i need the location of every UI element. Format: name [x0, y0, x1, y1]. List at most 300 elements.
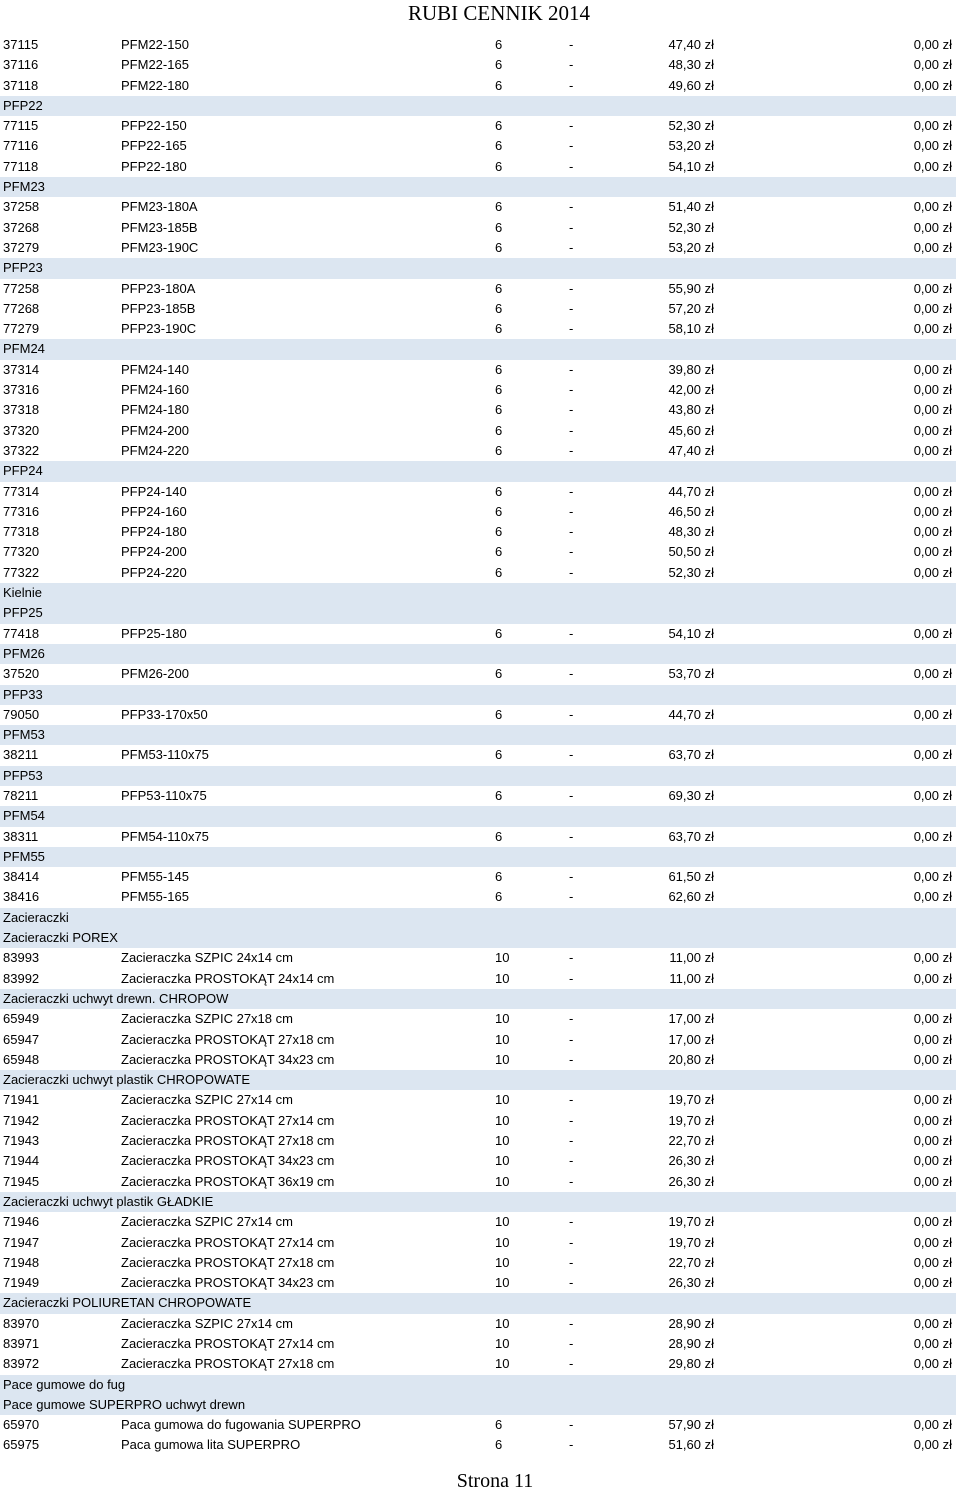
section-label: Zacieraczki	[3, 909, 69, 925]
section-header-row	[0, 806, 956, 826]
dash-cell: -	[569, 483, 574, 499]
dash-cell: -	[569, 1234, 574, 1250]
discount-price: 0,00 zł	[913, 158, 952, 174]
product-name: PFP53-110x75	[121, 787, 207, 803]
discount-price: 0,00 zł	[913, 1356, 952, 1372]
table-row	[0, 400, 956, 420]
discount-price: 0,00 zł	[913, 828, 952, 844]
table-row	[0, 563, 956, 583]
product-code: 37115	[3, 37, 39, 52]
product-name: Zacieraczka SZPIC 27x14 cm	[121, 1214, 293, 1230]
section-header-row	[0, 685, 956, 705]
product-code: 71946	[3, 1214, 40, 1230]
product-name: Zacieraczka PROSTOKĄT 27x14 cm	[121, 1234, 335, 1250]
package-quantity: 6	[495, 280, 503, 296]
discount-price: 0,00 zł	[913, 544, 952, 560]
unit-price: 42,00 zł	[668, 382, 714, 398]
product-code: 71948	[3, 1254, 40, 1270]
product-name: PFM23-180A	[121, 199, 198, 215]
unit-price: 53,70 zł	[668, 666, 714, 682]
product-name: PFM24-200	[121, 422, 189, 438]
package-quantity: 6	[495, 138, 503, 154]
dash-cell: -	[569, 747, 574, 763]
package-quantity: 10	[495, 1234, 510, 1250]
product-name: PFM54-110x75	[121, 828, 209, 844]
product-code: 77322	[3, 564, 40, 580]
dash-cell: -	[569, 239, 574, 255]
dash-cell: -	[569, 1031, 574, 1047]
section-label: PFM26	[3, 645, 45, 661]
dash-cell: -	[569, 869, 574, 885]
unit-price: 26,30 zł	[668, 1275, 714, 1291]
product-name: PFP24-200	[121, 544, 187, 560]
discount-price: 0,00 zł	[913, 625, 952, 641]
discount-price: 0,00 zł	[913, 442, 952, 458]
dash-cell: -	[569, 158, 574, 174]
section-label: PFP24	[3, 463, 43, 479]
unit-price: 47,40 zł	[668, 37, 714, 52]
section-header-row	[0, 177, 956, 197]
product-name: Zacieraczka PROSTOKĄT 34x23 cm	[121, 1051, 335, 1067]
section-label: Zacieraczki uchwyt plastik GŁADKIE	[3, 1193, 214, 1209]
product-code: 83970	[3, 1315, 40, 1331]
package-quantity: 6	[495, 747, 503, 763]
section-label: PFP22	[3, 97, 43, 113]
product-name: PFM26-200	[121, 666, 189, 682]
unit-price: 51,60 zł	[668, 1437, 714, 1453]
unit-price: 51,40 zł	[668, 199, 714, 215]
unit-price: 17,00 zł	[668, 1011, 714, 1027]
product-code: 38211	[3, 747, 39, 763]
dash-cell: -	[569, 950, 574, 966]
unit-price: 62,60 zł	[668, 889, 714, 905]
unit-price: 57,20 zł	[668, 300, 714, 316]
unit-price: 29,80 zł	[668, 1356, 714, 1372]
product-name: PFM22-150	[121, 37, 189, 52]
section-header-row	[0, 96, 956, 116]
package-quantity: 10	[495, 950, 510, 966]
dash-cell: -	[569, 1133, 574, 1149]
product-name: PFP22-165	[121, 138, 187, 154]
section-label: Pace gumowe SUPERPRO uchwyt drewn	[3, 1396, 246, 1412]
table-row	[0, 1111, 956, 1131]
dash-cell: -	[569, 1011, 574, 1027]
product-name: PFM24-220	[121, 442, 189, 458]
product-code: 71947	[3, 1234, 40, 1250]
table-row	[0, 542, 956, 562]
product-code: 37258	[3, 199, 40, 215]
product-code: 77418	[3, 625, 40, 641]
product-name: Zacieraczka SZPIC 27x14 cm	[121, 1092, 293, 1108]
product-code: 37318	[3, 402, 40, 418]
package-quantity: 6	[495, 37, 503, 52]
unit-price: 44,70 zł	[668, 706, 714, 722]
table-row	[0, 745, 956, 765]
unit-price: 11,00 zł	[669, 950, 714, 966]
dash-cell: -	[569, 118, 574, 134]
product-name: PFP23-185B	[121, 300, 196, 316]
dash-cell: -	[569, 503, 574, 519]
product-code: 37316	[3, 382, 40, 398]
dash-cell: -	[569, 382, 574, 398]
product-name: PFM24-180	[121, 402, 189, 418]
unit-price: 39,80 zł	[668, 361, 714, 377]
package-quantity: 6	[495, 706, 503, 722]
product-name: Zacieraczka PROSTOKĄT 27x18 cm	[121, 1031, 335, 1047]
package-quantity: 10	[495, 1336, 510, 1351]
section-label: PFM54	[3, 808, 45, 824]
dash-cell: -	[569, 1254, 574, 1270]
package-quantity: 6	[495, 422, 503, 438]
table-row	[0, 705, 956, 725]
product-name: PFP23-180A	[121, 280, 196, 296]
unit-price: 46,50 zł	[668, 503, 714, 519]
dash-cell: -	[569, 1417, 574, 1433]
product-code: 79050	[3, 706, 40, 722]
section-header-row	[0, 644, 956, 664]
table-row	[0, 482, 956, 502]
dash-cell: -	[569, 564, 574, 580]
package-quantity: 6	[495, 625, 503, 641]
unit-price: 26,30 zł	[668, 1173, 714, 1189]
product-code: 77268	[3, 300, 40, 316]
discount-price: 0,00 zł	[913, 361, 952, 377]
product-name: PFP24-160	[121, 503, 187, 519]
unit-price: 47,40 zł	[668, 442, 714, 458]
product-name: PFP33-170x50	[121, 706, 208, 722]
discount-price: 0,00 zł	[913, 422, 952, 438]
unit-price: 55,90 zł	[668, 280, 714, 296]
discount-price: 0,00 zł	[913, 1275, 952, 1291]
package-quantity: 6	[495, 483, 503, 499]
section-header-row	[0, 258, 956, 278]
product-name: Zacieraczka PROSTOKĄT 27x14 cm	[121, 1112, 335, 1128]
section-header-row	[0, 1293, 956, 1313]
package-quantity: 6	[495, 321, 503, 337]
discount-price: 0,00 zł	[913, 1112, 952, 1128]
package-quantity: 6	[495, 1437, 503, 1453]
package-quantity: 10	[495, 1051, 510, 1067]
package-quantity: 6	[495, 564, 503, 580]
unit-price: 57,90 zł	[668, 1417, 714, 1433]
discount-price: 0,00 zł	[913, 37, 952, 52]
product-name: PFM24-160	[121, 382, 189, 398]
discount-price: 0,00 zł	[913, 1336, 952, 1351]
section-label: Kielnie	[3, 585, 43, 601]
product-name: PFP24-140	[121, 483, 187, 499]
product-name: PFP25-180	[121, 625, 187, 641]
unit-price: 45,60 zł	[668, 422, 714, 438]
dash-cell: -	[569, 361, 574, 377]
product-name: PFP22-180	[121, 158, 187, 174]
dash-cell: -	[569, 402, 574, 418]
unit-price: 11,00 zł	[669, 970, 714, 986]
table-row	[0, 1212, 956, 1232]
section-label: Zacieraczki uchwyt drewn. CHROPOW	[3, 990, 229, 1006]
product-code: 37118	[3, 77, 39, 93]
section-label: PFM24	[3, 341, 45, 357]
table-row	[0, 1172, 956, 1192]
product-code: 71949	[3, 1275, 40, 1291]
product-code: 38416	[3, 889, 40, 905]
product-code: 37279	[3, 239, 40, 255]
table-row	[0, 786, 956, 806]
table-row	[0, 238, 956, 258]
section-label: Zacieraczki uchwyt plastik CHROPOWATE	[3, 1072, 251, 1088]
table-row	[0, 55, 956, 75]
package-quantity: 6	[495, 442, 503, 458]
unit-price: 19,70 zł	[668, 1092, 714, 1108]
dash-cell: -	[569, 321, 574, 337]
discount-price: 0,00 zł	[913, 1133, 952, 1149]
unit-price: 43,80 zł	[668, 402, 714, 418]
package-quantity: 10	[495, 1031, 510, 1047]
dash-cell: -	[569, 57, 574, 73]
table-row	[0, 1090, 956, 1110]
discount-price: 0,00 zł	[913, 239, 952, 255]
dash-cell: -	[569, 1092, 574, 1108]
dash-cell: -	[569, 1112, 574, 1128]
section-label: PFP23	[3, 260, 43, 276]
package-quantity: 10	[495, 1214, 510, 1230]
unit-price: 54,10 zł	[668, 625, 714, 641]
dash-cell: -	[569, 1437, 574, 1453]
package-quantity: 6	[495, 219, 503, 235]
product-code: 37116	[3, 57, 39, 73]
product-code: 77320	[3, 544, 40, 560]
table-row	[0, 1233, 956, 1253]
product-name: Paca gumowa do fugowania SUPERPRO	[121, 1417, 361, 1433]
section-label: Pace gumowe do fug	[3, 1376, 126, 1392]
section-header-row	[0, 1395, 956, 1415]
product-code: 65947	[3, 1031, 40, 1047]
unit-price: 69,30 zł	[668, 787, 714, 803]
product-name: Zacieraczka PROSTOKĄT 27x18 cm	[121, 1356, 335, 1372]
dash-cell: -	[569, 219, 574, 235]
product-code: 65975	[3, 1437, 40, 1453]
package-quantity: 6	[495, 382, 503, 398]
discount-price: 0,00 zł	[913, 57, 952, 73]
package-quantity: 10	[495, 1092, 510, 1108]
product-code: 65949	[3, 1011, 40, 1027]
table-row	[0, 218, 956, 238]
table-row	[0, 624, 956, 644]
product-name: PFM22-180	[121, 77, 189, 93]
table-row	[0, 664, 956, 684]
product-code: 37268	[3, 219, 40, 235]
discount-price: 0,00 zł	[913, 1315, 952, 1331]
package-quantity: 6	[495, 869, 503, 885]
discount-price: 0,00 zł	[913, 889, 952, 905]
discount-price: 0,00 zł	[913, 869, 952, 885]
dash-cell: -	[569, 199, 574, 215]
product-code: 37320	[3, 422, 40, 438]
dash-cell: -	[569, 280, 574, 296]
table-row	[0, 441, 956, 461]
product-name: PFM23-185B	[121, 219, 198, 235]
package-quantity: 6	[495, 118, 503, 134]
discount-price: 0,00 zł	[913, 503, 952, 519]
product-code: 65948	[3, 1051, 40, 1067]
product-code: 37520	[3, 666, 40, 682]
table-row	[0, 867, 956, 887]
product-name: Zacieraczka PROSTOKĄT 27x14 cm	[121, 1336, 335, 1351]
discount-price: 0,00 zł	[913, 970, 952, 986]
package-quantity: 10	[495, 1112, 510, 1128]
discount-price: 0,00 zł	[913, 402, 952, 418]
unit-price: 19,70 zł	[668, 1234, 714, 1250]
product-code: 77258	[3, 280, 40, 296]
table-row	[0, 279, 956, 299]
package-quantity: 6	[495, 666, 503, 682]
product-name: Zacieraczka SZPIC 24x14 cm	[121, 950, 293, 966]
package-quantity: 10	[495, 970, 510, 986]
product-name: PFP23-190C	[121, 321, 197, 337]
section-header-row	[0, 339, 956, 359]
table-row	[0, 1030, 956, 1050]
product-code: 83971	[3, 1336, 40, 1351]
package-quantity: 6	[495, 402, 503, 418]
unit-price: 28,90 zł	[668, 1315, 714, 1331]
unit-price: 52,30 zł	[668, 118, 714, 134]
table-row	[0, 1354, 956, 1374]
document-title: RUBI CENNIK 2014	[408, 1, 590, 25]
section-header-row	[0, 847, 956, 867]
dash-cell: -	[569, 970, 574, 986]
table-row	[0, 948, 956, 968]
section-label: PFM55	[3, 848, 45, 864]
discount-price: 0,00 zł	[913, 138, 952, 154]
product-name: Zacieraczka PROSTOKĄT 27x18 cm	[121, 1133, 335, 1149]
section-header-row	[0, 766, 956, 786]
unit-price: 63,70 zł	[668, 747, 714, 763]
unit-price: 22,70 zł	[668, 1133, 714, 1149]
page-number: Strona 11	[456, 1470, 534, 1492]
table-row	[0, 319, 956, 339]
unit-price: 49,60 zł	[668, 77, 714, 93]
product-name: Zacieraczka PROSTOKĄT 27x18 cm	[121, 1254, 335, 1270]
product-name: PFM23-190C	[121, 239, 199, 255]
unit-price: 52,30 zł	[668, 564, 714, 580]
discount-price: 0,00 zł	[913, 1254, 952, 1270]
discount-price: 0,00 zł	[913, 1437, 952, 1453]
discount-price: 0,00 zł	[913, 1092, 952, 1108]
section-label: Zacieraczki POLIURETAN CHROPOWATE	[3, 1295, 252, 1311]
discount-price: 0,00 zł	[913, 706, 952, 722]
discount-price: 0,00 zł	[913, 1031, 952, 1047]
discount-price: 0,00 zł	[913, 118, 952, 134]
product-name: Zacieraczka PROSTOKĄT 36x19 cm	[121, 1173, 335, 1189]
dash-cell: -	[569, 544, 574, 560]
unit-price: 50,50 zł	[668, 544, 714, 560]
product-code: 77279	[3, 321, 40, 337]
product-code: 77316	[3, 503, 40, 519]
discount-price: 0,00 zł	[913, 564, 952, 580]
product-code: 78211	[3, 787, 39, 803]
unit-price: 28,90 zł	[668, 1336, 714, 1351]
discount-price: 0,00 zł	[913, 77, 952, 93]
dash-cell: -	[569, 1173, 574, 1189]
package-quantity: 10	[495, 1275, 510, 1291]
product-code: 83972	[3, 1356, 40, 1372]
dash-cell: -	[569, 1315, 574, 1331]
table-row	[0, 35, 956, 55]
unit-price: 53,20 zł	[668, 138, 714, 154]
discount-price: 0,00 zł	[913, 219, 952, 235]
discount-price: 0,00 zł	[913, 1011, 952, 1027]
product-code: 83992	[3, 970, 40, 986]
section-header-row	[0, 908, 956, 928]
package-quantity: 6	[495, 889, 503, 905]
table-row	[0, 887, 956, 907]
product-code: 77318	[3, 524, 40, 540]
product-code: 38414	[3, 869, 40, 885]
unit-price: 20,80 zł	[668, 1051, 714, 1067]
product-code: 71941	[3, 1092, 40, 1108]
table-row	[0, 421, 956, 441]
section-header-row	[0, 461, 956, 481]
dash-cell: -	[569, 422, 574, 438]
product-code: 83993	[3, 950, 40, 966]
table-row	[0, 1435, 956, 1455]
product-code: 77115	[3, 118, 39, 134]
discount-price: 0,00 zł	[913, 321, 952, 337]
product-name: PFP24-180	[121, 524, 187, 540]
section-header-row	[0, 583, 956, 603]
unit-price: 53,20 zł	[668, 239, 714, 255]
page-header	[0, 0, 960, 30]
package-quantity: 6	[495, 57, 503, 73]
package-quantity: 6	[495, 239, 503, 255]
unit-price: 44,70 zł	[668, 483, 714, 499]
product-code: 77116	[3, 138, 39, 154]
unit-price: 54,10 zł	[668, 158, 714, 174]
product-code: 37322	[3, 442, 40, 458]
table-row	[0, 1151, 956, 1171]
section-header-row	[0, 989, 956, 1009]
dash-cell: -	[569, 138, 574, 154]
product-name: Zacieraczka PROSTOKĄT 34x23 cm	[121, 1275, 335, 1291]
unit-price: 48,30 zł	[668, 57, 714, 73]
discount-price: 0,00 zł	[913, 524, 952, 540]
product-code: 71945	[3, 1173, 40, 1189]
unit-price: 52,30 zł	[668, 219, 714, 235]
package-quantity: 6	[495, 300, 503, 316]
table-row	[0, 157, 956, 177]
table-row	[0, 1009, 956, 1029]
package-quantity: 10	[495, 1133, 510, 1149]
table-row	[0, 1253, 956, 1273]
package-quantity: 10	[495, 1173, 510, 1189]
discount-price: 0,00 zł	[913, 950, 952, 966]
package-quantity: 10	[495, 1356, 510, 1372]
product-code: 38311	[3, 828, 39, 844]
package-quantity: 6	[495, 503, 503, 519]
dash-cell: -	[569, 37, 574, 52]
section-header-row	[0, 725, 956, 745]
discount-price: 0,00 zł	[913, 1234, 952, 1250]
section-header-row	[0, 928, 956, 948]
product-name: PFM22-165	[121, 57, 189, 73]
unit-price: 19,70 zł	[668, 1112, 714, 1128]
product-name: Zacieraczka PROSTOKĄT 24x14 cm	[121, 970, 335, 986]
section-header-row	[0, 603, 956, 623]
package-quantity: 6	[495, 544, 503, 560]
table-row	[0, 1131, 956, 1151]
product-code: 77118	[3, 158, 39, 174]
dash-cell: -	[569, 1356, 574, 1372]
product-name: PFM55-145	[121, 869, 189, 885]
